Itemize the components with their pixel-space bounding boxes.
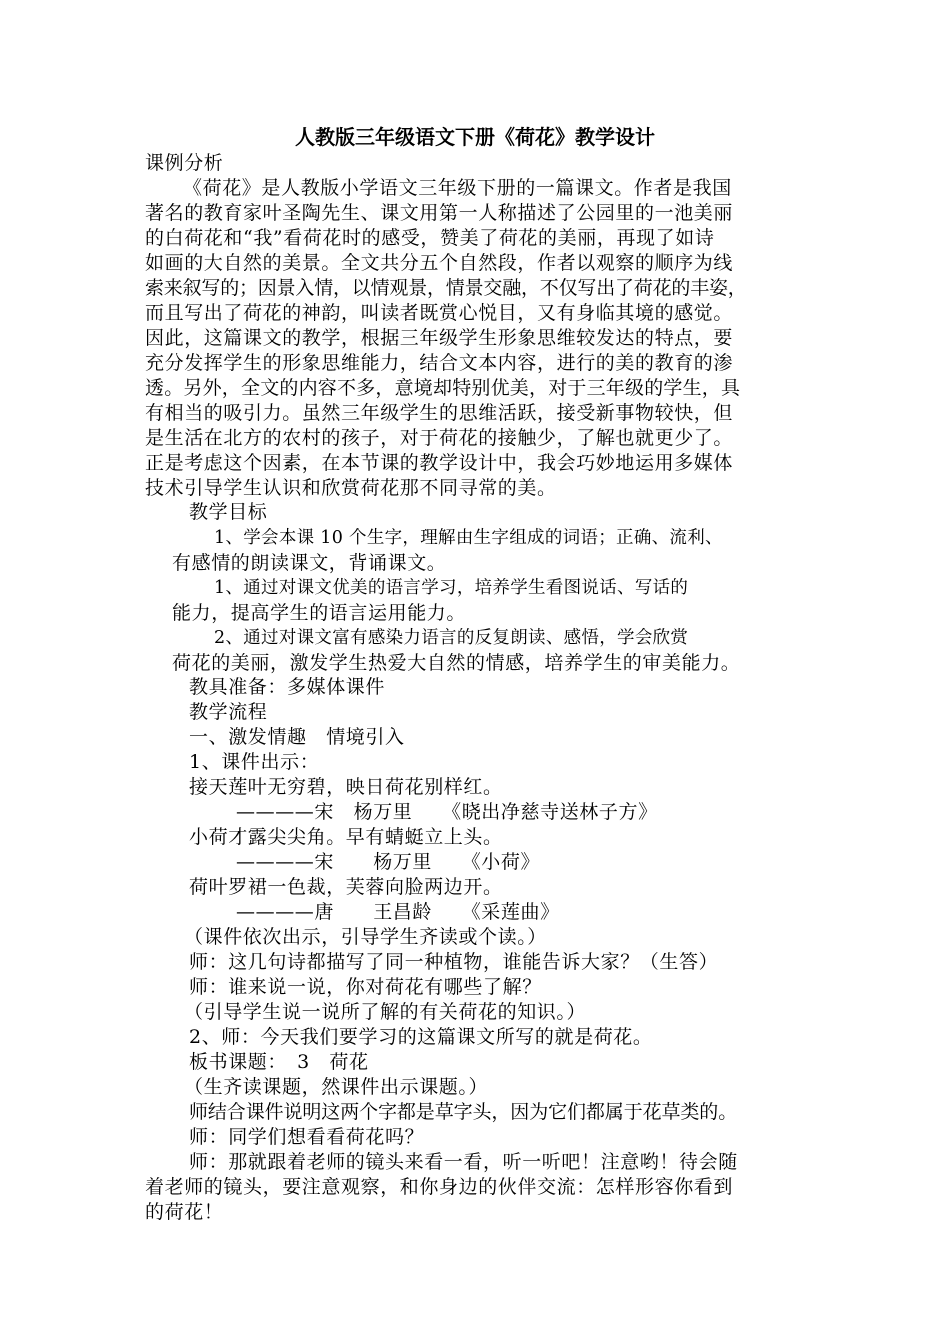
paragraph-line: 著名的教育家叶圣陶先生、课文用第一人称描述了公园里的一池美丽 — [145, 202, 734, 224]
section-heading-teaching-process: 教学流程 — [189, 701, 268, 723]
paragraph-line: 的白荷花和“我”看荷花时的感受，赞美了荷花的美丽，再现了如诗 — [145, 227, 715, 249]
paragraph-line: 正是考虑这个因素，在本节课的教学设计中，我会巧妙地运用多媒体 — [145, 452, 734, 474]
process-line: 板书课题： 3 荷花 — [189, 1051, 369, 1073]
paragraph-line: 索来叙写的；因景入情，以情观景，情景交融，不仅写出了荷花的丰姿， — [145, 277, 747, 299]
process-line: 师：谁来说一说，你对荷花有哪些了解？ — [189, 976, 542, 998]
paragraph-line: 《荷花》是人教版小学语文三年级下册的一篇课文。作者是我国 — [183, 177, 732, 199]
process-line: 师：同学们想看看荷花吗？ — [189, 1126, 425, 1148]
goal-item-continuation: 荷花的美丽，激发学生热爱大自然的情感，培养学生的审美能力。 — [172, 652, 741, 674]
goal-item-continuation: 能力，提高学生的语言运用能力。 — [172, 602, 467, 624]
process-line: 1、课件出示： — [189, 751, 320, 773]
process-line: 着老师的镜头，要注意观察，和你身边的伙伴交流：怎样形容你看到 — [145, 1176, 734, 1198]
paragraph-line: 而且写出了荷花的神韵，叫读者既赏心悦目，又有身临其境的感觉。 — [145, 302, 734, 324]
goal-item: 1、通过对课文优美的语言学习，培养学生看图说话、写话的 — [214, 578, 689, 598]
process-line: 师：这几句诗都描写了同一种植物，谁能告诉大家？（生答） — [189, 951, 719, 973]
process-line: （引导学生说一说所了解的有关荷花的知识。） — [184, 1001, 587, 1023]
goal-item: 2、通过对课文富有感染力语言的反复朗读、感悟，学会欣赏 — [214, 628, 689, 648]
paragraph-line: 透。另外，全文的内容不多，意境却特别优美，对于三年级的学生，具 — [145, 377, 741, 399]
process-line: （课件依次出示，引导学生齐读或个读。） — [184, 926, 547, 948]
poem-line: 小荷才露尖尖角。早有蜻蜓立上头。 — [189, 826, 503, 848]
poem-attribution: ————唐 王昌龄 《采莲曲》 — [236, 901, 560, 923]
section-heading-teaching-goals: 教学目标 — [189, 501, 268, 523]
process-line: 的荷花！ — [145, 1201, 224, 1223]
poem-line: 接天莲叶无穷碧，映日荷花别样红。 — [189, 776, 503, 798]
process-step-heading: 一、激发情趣 情境引入 — [189, 726, 405, 748]
poem-line: 荷叶罗裙一色裁，芙蓉向脸两边开。 — [189, 876, 503, 898]
process-line: 2、师：今天我们要学习的这篇课文所写的就是荷花。 — [189, 1026, 653, 1048]
process-line: 师：那就跟着老师的镜头来看一看，听一听吧！注意哟！待会随 — [189, 1151, 738, 1173]
teaching-aids: 教具准备：多媒体课件 — [189, 676, 386, 698]
poem-attribution: ————宋 杨万里 《小荷》 — [236, 851, 541, 873]
process-line: 师结合课件说明这两个字都是草字头，因为它们都属于花草类的。 — [189, 1101, 738, 1123]
section-heading-lesson-analysis: 课例分析 — [145, 152, 224, 174]
paragraph-line: 因此，这篇课文的教学，根据三年级学生形象思维较发达的特点，要 — [145, 327, 734, 349]
paragraph-line: 如画的大自然的美景。全文共分五个自然段，作者以观察的顺序为线 — [145, 252, 734, 274]
goal-item: 1、学会本课 10 个生字，理解由生字组成的词语；正确、流利、 — [214, 528, 723, 548]
paragraph-line: 有相当的吸引力。虽然三年级学生的思维活跃，接受新事物较快，但 — [145, 402, 734, 424]
paragraph-line: 技术引导学生认识和欣赏荷花那不同寻常的美。 — [145, 477, 557, 499]
goal-item-continuation: 有感情的朗读课文，背诵课文。 — [172, 552, 447, 574]
paragraph-line: 充分发挥学生的形象思维能力，结合文本内容，进行的美的教育的渗 — [145, 352, 734, 374]
poem-attribution: ————宋 杨万里 《晓出净慈寺送林子方》 — [236, 801, 658, 823]
process-line: （生齐读课题，然课件出示课题。） — [184, 1076, 489, 1098]
paragraph-line: 是生活在北方的农村的孩子，对于荷花的接触少，了解也就更少了。 — [145, 427, 734, 449]
document-title: 人教版三年级语文下册《荷花》教学设计 — [295, 125, 655, 149]
